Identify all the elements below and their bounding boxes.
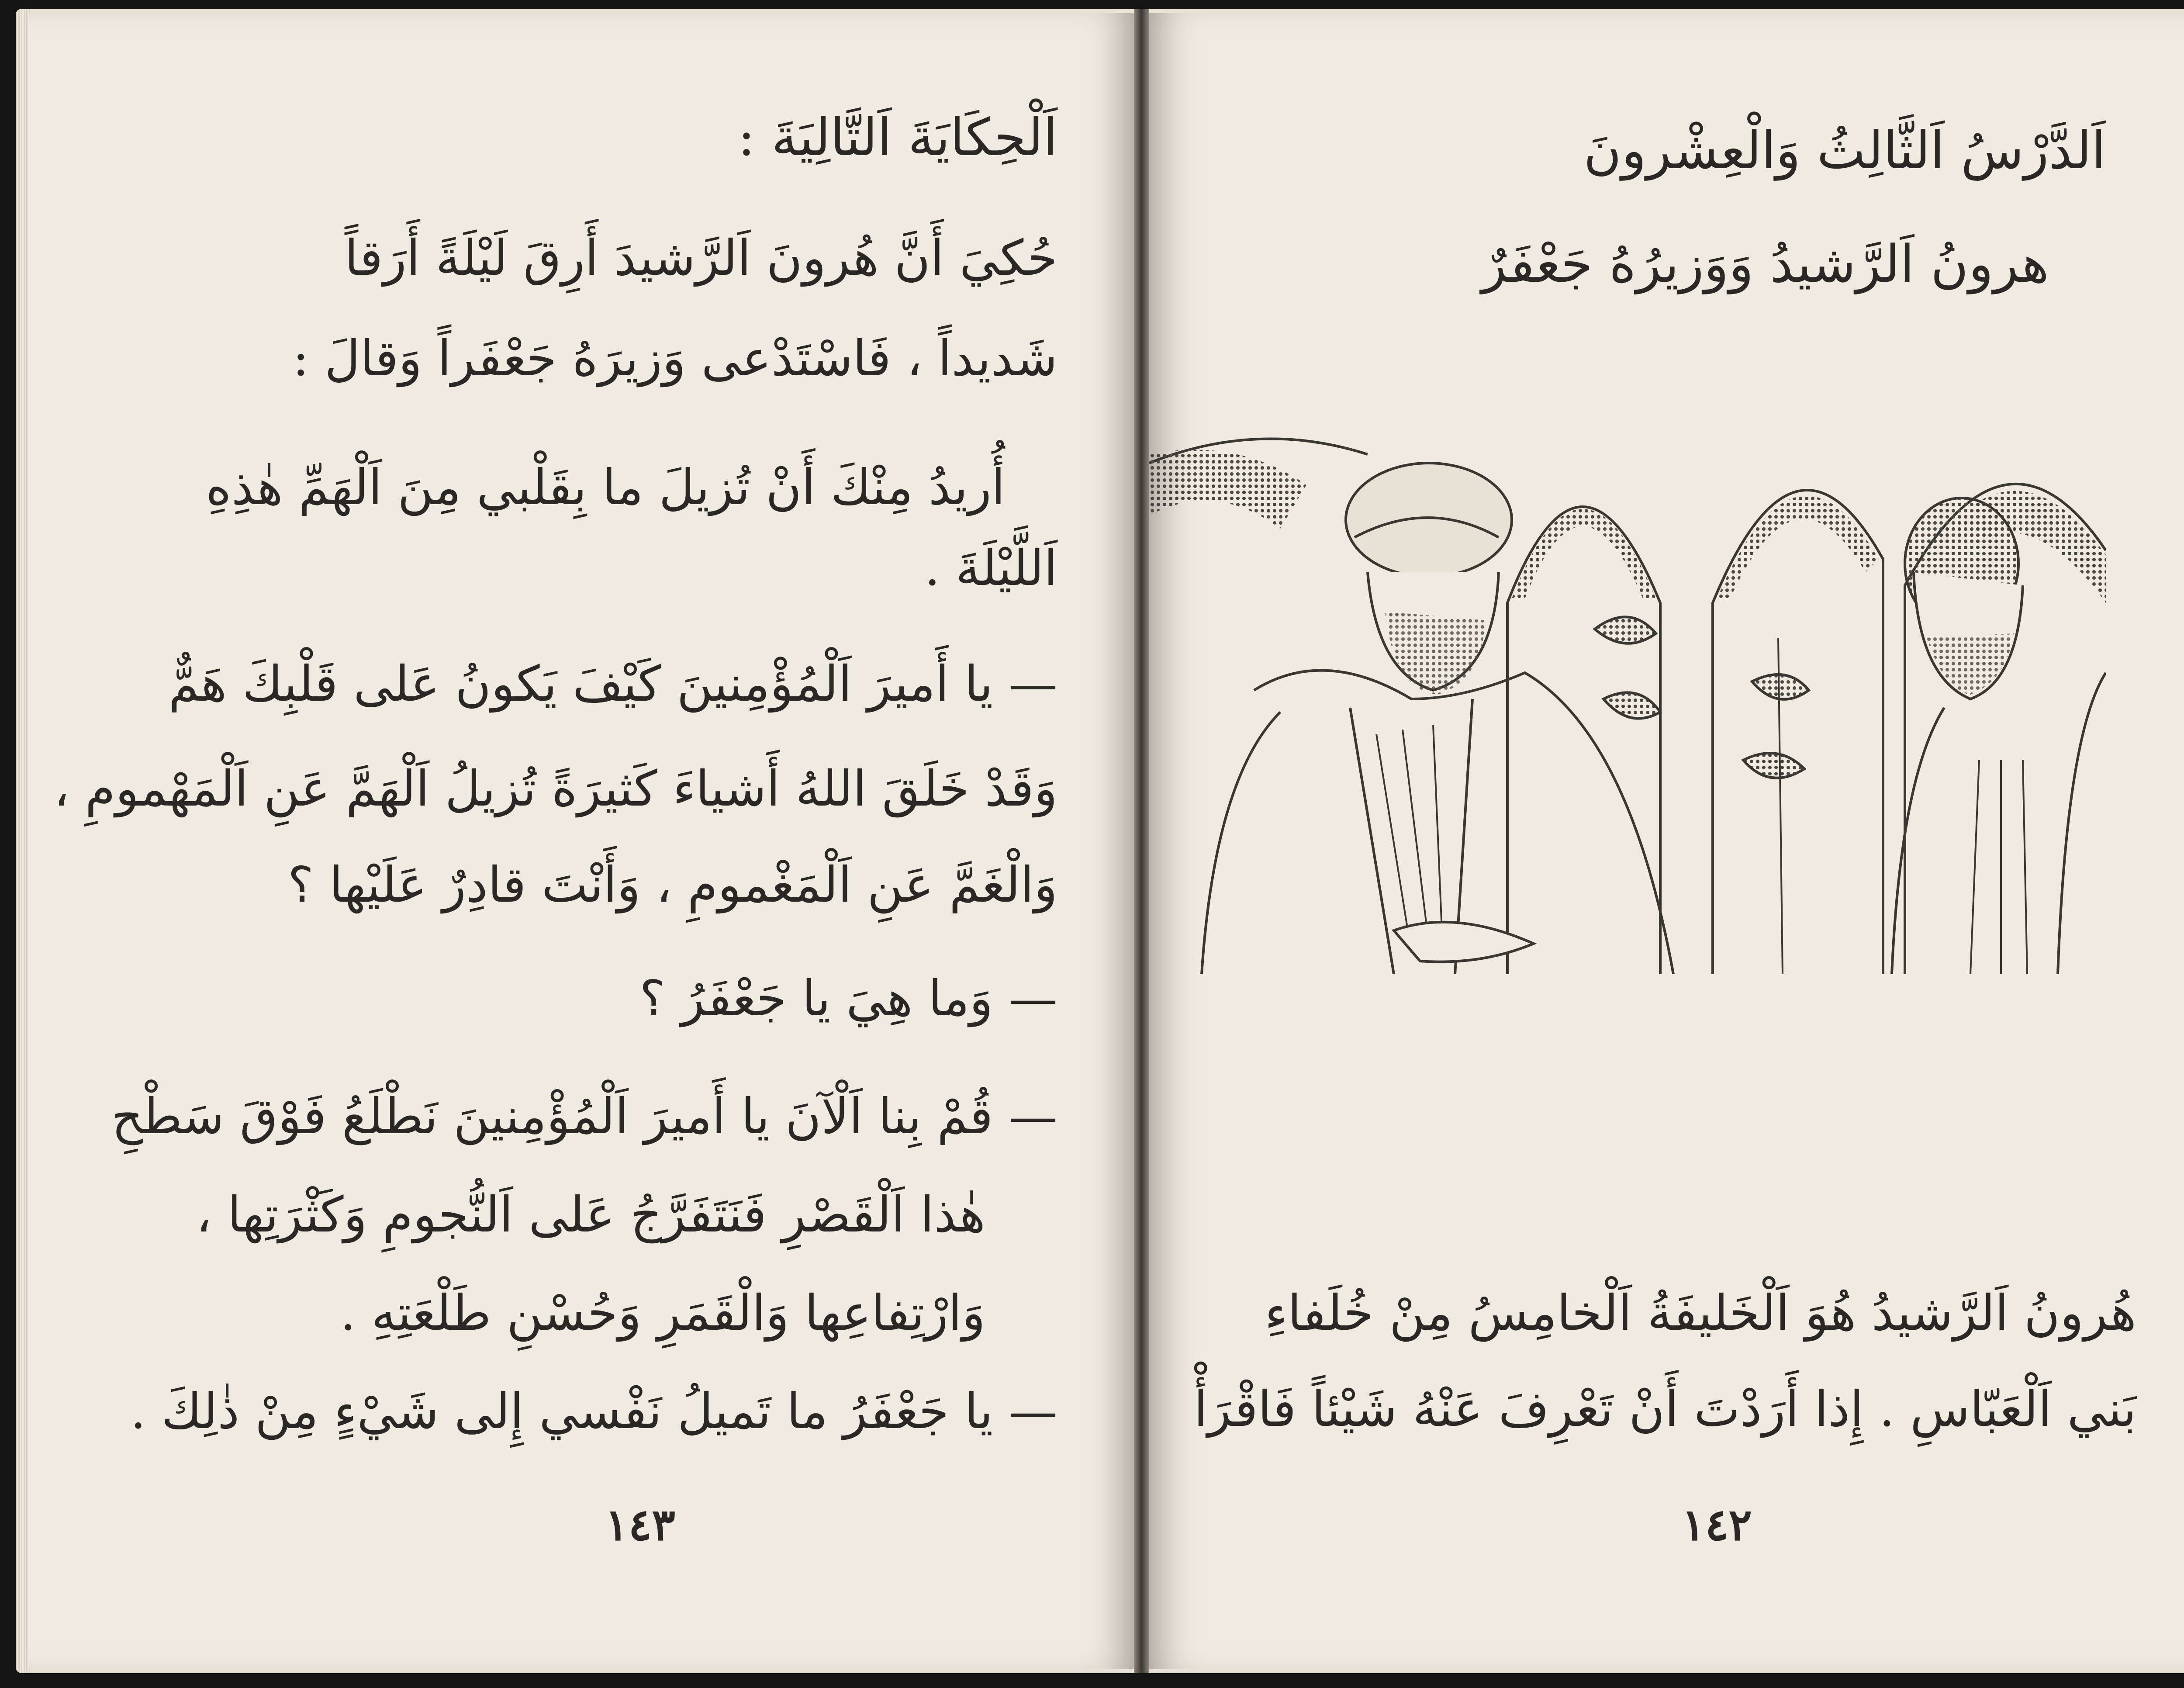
illustration-harun-and-jafar-icon: [1149, 428, 2106, 974]
text-line-7: وَالْغَمَّ عَنِ اَلْمَغْمومِ ، وَأَنْتَ قادِرٌ عَلَيْها ؟: [287, 857, 1057, 913]
text-line-6: وَقَدْ خَلَقَ اللهُ أَشياءَ كَثيرَةً تُزيلُ اَلْهَمَّ عَنِ اَلْمَهْمومِ ،: [53, 761, 1057, 817]
text-line-10: هٰذا اَلْقَصْرِ فَنَتَفَرَّجُ عَلى اَلنُّجومِ وَكَثْرَتِها ،: [196, 1186, 985, 1243]
text-line-9: — قُمْ بِنا اَلْآنَ يا أَميرَ اَلْمُؤْمِنينَ نَطْلَعُ فَوْقَ سَطْحِ: [111, 1088, 1057, 1145]
page-number: ١٤٣: [605, 1499, 675, 1550]
book-gutter: [1134, 9, 1149, 1673]
page-edges-left: [16, 9, 31, 1673]
lesson-subheading: هرونُ اَلرَّشيدُ وَوَزيرُهُ جَعْفَرٌ: [1481, 234, 2049, 294]
open-book: [16, 9, 2184, 1673]
right-page: [1149, 13, 2184, 1669]
text-line-5: — يا أَميرَ اَلْمُؤْمِنينَ كَيْفَ يَكونُ عَلى قَلْبِكَ هَمٌّ: [168, 656, 1057, 713]
text-line-3: أُريدُ مِنْكَ أَنْ تُزيلَ ما بِقَلْبي مِنَ اَلْهَمِّ هٰذِهِ: [206, 459, 1005, 516]
left-page: [29, 13, 1134, 1669]
text-line-11: وَارْتِفاعِها وَالْقَمَرِ وَحُسْنِ طَلْعَتِهِ .: [340, 1285, 985, 1342]
story-heading: اَلْحِكَايَةَ اَلتَّالِيَةَ :: [737, 107, 1057, 167]
text-line-8: — وَما هِيَ يا جَعْفَرُ ؟: [639, 970, 1057, 1027]
text-line-1: حُكِيَ أَنَّ هُرونَ اَلرَّشيدَ أَرِقَ لَيْلَةً أَرَقاً: [344, 230, 1057, 287]
text-line-2: بَني اَلْعَبّاسِ . إِذا أَرَدْتَ أَنْ تَعْرِفَ عَنْهُ شَيْئاً فَاقْرَأْ: [1194, 1381, 2136, 1438]
text-line-2: شَديداً ، فَاسْتَدْعى وَزيرَهُ جَعْفَراً وَقالَ :: [292, 330, 1057, 387]
text-line-1: هُرونُ اَلرَّشيدُ هُوَ اَلْخَليفَةُ اَلْخامِسُ مِنْ خُلَفاءِ: [1265, 1285, 2136, 1342]
page-number: ١٤٢: [1681, 1499, 1752, 1550]
text-line-12: — يا جَعْفَرُ ما تَميلُ نَفْسي إِلى شَيْءٍ مِنْ ذٰلِكَ .: [130, 1383, 1057, 1440]
lesson-heading: اَلدَّرْسُ اَلثَّالِثُ وَالْعِشْرونَ: [1583, 120, 2106, 180]
text-line-4: اَللَّيْلَةَ .: [924, 540, 1057, 597]
